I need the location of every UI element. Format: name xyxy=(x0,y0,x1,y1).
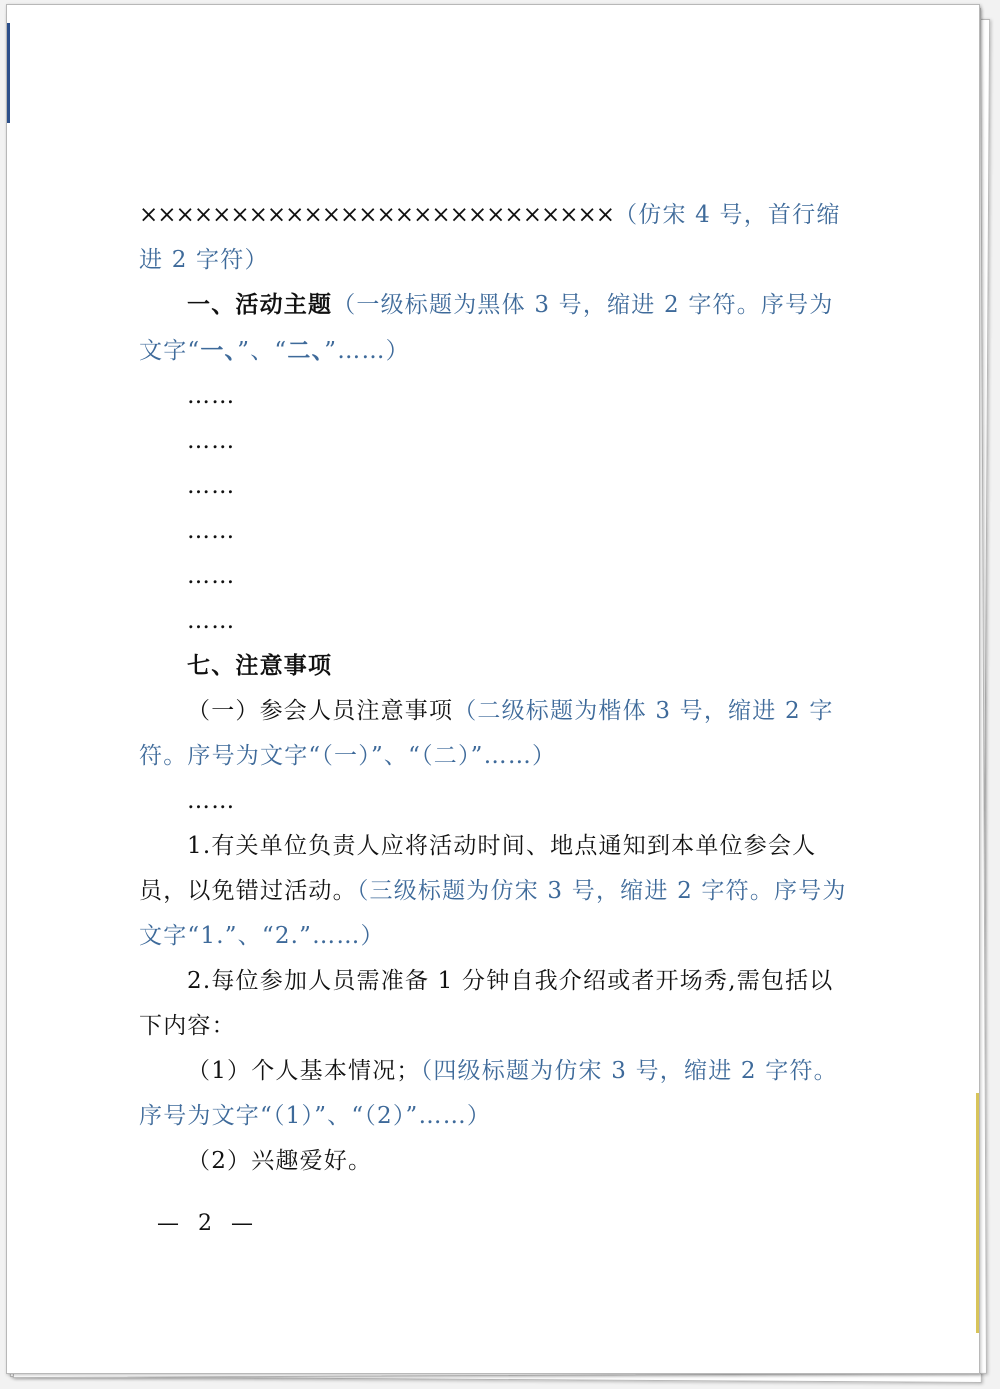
ellipsis-line: …… xyxy=(187,788,236,814)
document-body xyxy=(139,193,853,1184)
heading-level-2 xyxy=(139,689,853,779)
format-note: （仿宋 4 号，首行缩进 2 字符） xyxy=(139,202,841,273)
format-note: （四级标题为仿宋 3 号，缩进 2 字符。序号为文字“（1）”、“（2）”……） xyxy=(139,1058,838,1129)
heading-level-3 xyxy=(139,824,853,959)
heading-level-1 xyxy=(139,283,853,374)
binding-edge-mark xyxy=(7,23,10,123)
heading-text: （一）参会人员注意事项 xyxy=(187,698,454,724)
document-page xyxy=(6,4,980,1374)
binding-edge-mark xyxy=(976,1093,979,1333)
page-number: — 2 — xyxy=(157,1211,259,1236)
intro-text: ×××××××××××××××××××××××××× xyxy=(139,202,615,228)
item-text: （1）个人基本情况； xyxy=(187,1058,421,1084)
ellipsis-line: …… xyxy=(187,473,236,499)
ellipsis-line: …… xyxy=(187,383,236,409)
heading-level-3: 2.每位参加人员需准备 1 分钟自我介绍或者开场秀,需包括以下内容： xyxy=(139,968,834,1039)
heading-level-1: 七、注意事项 xyxy=(187,653,333,679)
heading-level-4: （2）兴趣爱好。 xyxy=(187,1148,373,1174)
format-note: （三级标题为仿宋 3 号，缩进 2 字符。序号为文字“1.”、“2.”……） xyxy=(139,878,847,949)
ellipsis-line: …… xyxy=(187,428,236,454)
heading-level-4 xyxy=(139,1049,853,1139)
intro-paragraph xyxy=(139,193,853,283)
format-note: （二级标题为楷体 3 号，缩进 2 字符。序号为文字“（一）”、“（二）”……） xyxy=(139,698,834,769)
item-text: 1.有关单位负责人应将活动时间、地点通知到本单位参会人员，以免错过活动。 xyxy=(139,833,817,904)
heading-text: 一、活动主题 xyxy=(187,292,333,318)
ellipsis-line: …… xyxy=(187,608,236,634)
format-note: （一级标题为黑体 3 号，缩进 2 字符。序号为文字“一、”、“二、”……） xyxy=(139,292,834,364)
ellipsis-line: …… xyxy=(187,518,236,544)
ellipsis-line: …… xyxy=(187,563,236,589)
